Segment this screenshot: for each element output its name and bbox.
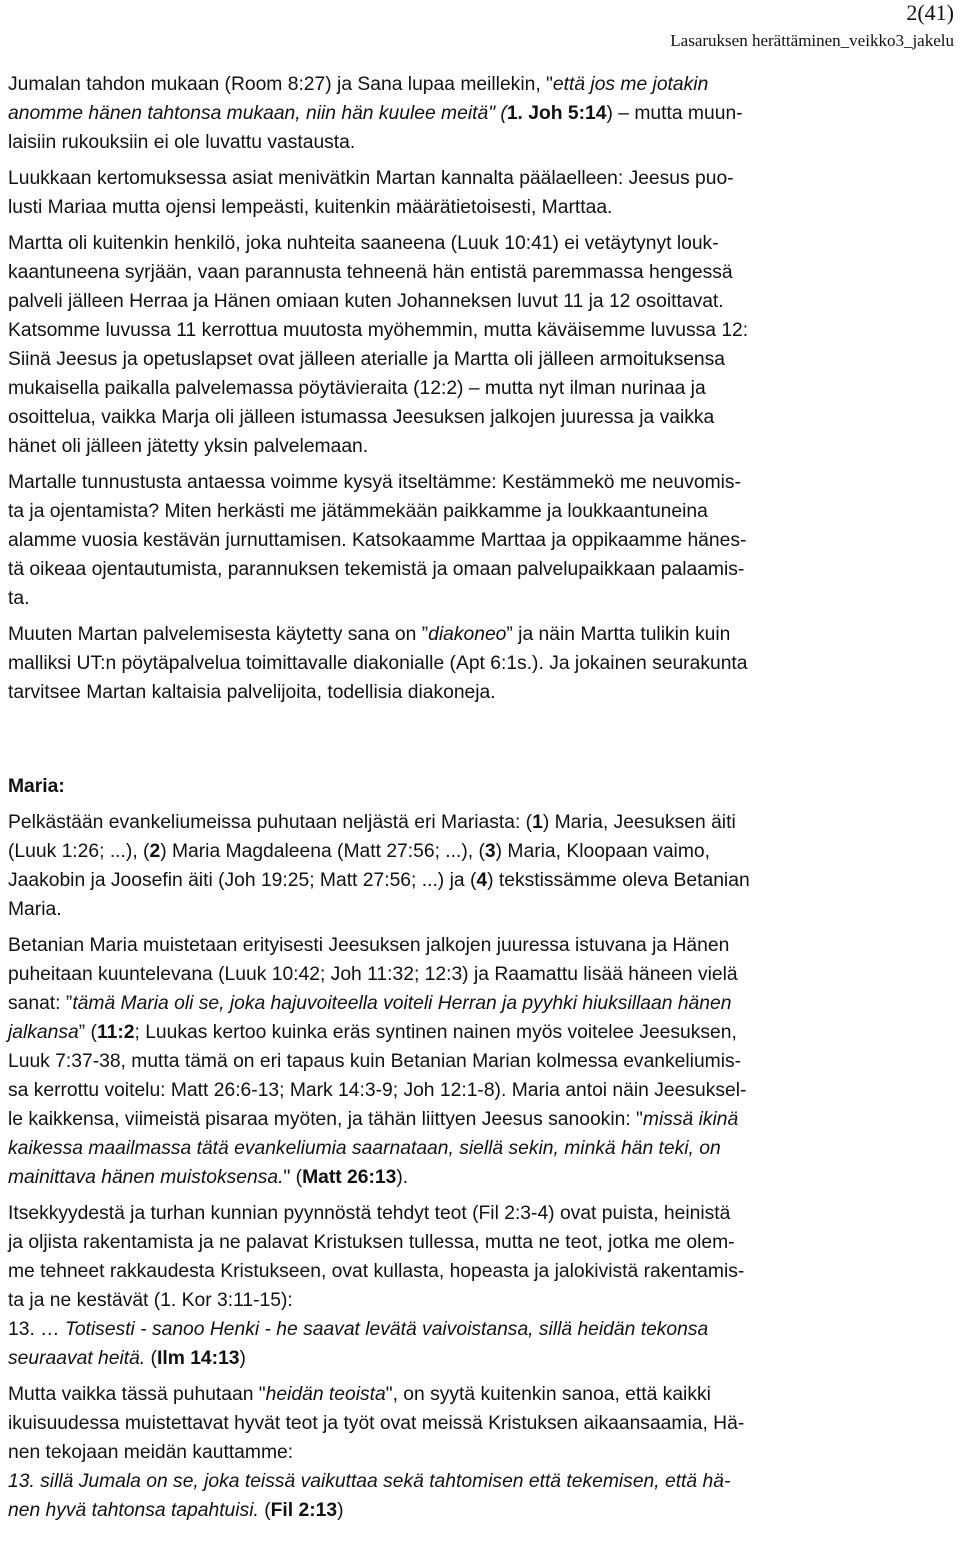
text-line: Mutta vaikka tässä puhutaan "heidän teoista", on syytä kuitenkin sanoa, että kaikki (8, 1384, 711, 1405)
text-line: ikuisuudessa muistettavat hyvät teot ja työt ovat meissä Kristuksen aikaansaamia, Hä- (8, 1413, 745, 1434)
text-line: lusti Mariaa mutta ojensi lempeästi, kuitenkin määrätietoisesti, Marttaa. (8, 197, 613, 218)
document-body (8, 70, 954, 1525)
text-line: palveli jälleen Herraa ja Hänen omiaan kuten Johanneksen luvut 11 ja 12 osoittavat. (8, 291, 724, 312)
paragraph (8, 468, 954, 613)
text-line: osoittelua, vaikka Marja oli jälleen istumassa Jeesuksen jalkojen juuressa ja vaikka (8, 407, 715, 428)
page-number: 2(41) (906, 0, 954, 25)
text-line: Siinä Jeesus ja opetuslapset ovat jälleen aterialle ja Martta oli jälleen armoituksensa (8, 349, 726, 370)
text-line: tarvitsee Martan kaltaisia palvelijoita, todellisia diakoneja. (8, 682, 496, 703)
text-line: Katsomme luvussa 11 kerrottua muutosta myöhemmin, mutta käväisemme luvussa 12: (8, 320, 749, 341)
text-line: kaantuneena syrjään, vaan parannusta tehneenä hän entistä paremmassa hengessä (8, 262, 733, 283)
paragraph (8, 808, 954, 924)
paragraph (8, 931, 954, 1192)
text-line: anomme hänen tahtonsa mukaan, niin hän kuulee meitä" (1. Joh 5:14) – mutta muun- (8, 103, 743, 124)
section-heading: Maria: (8, 776, 65, 797)
text-line: me tehneet rakkaudesta Kristukseen, ovat kullasta, hopeasta ja jalokivistä rakentamis- (8, 1261, 745, 1282)
text-line: jalkansa” (11:2; Luukas kertoo kuinka eräs syntinen nainen myös voitelee Jeesuksen, (8, 1022, 737, 1043)
paragraph (8, 229, 954, 461)
quote-line: nen hyvä tahtonsa tapahtuisi. (Fil 2:13) (8, 1500, 344, 1521)
text-line: malliksi UT:n pöytäpalvelua toimittavalle diakonialle (Apt 6:1s.). Ja jokainen seurakunta (8, 653, 748, 674)
text-line: (Luuk 1:26; ...), (2) Maria Magdaleena (Matt 27:56; ...), (3) Maria, Kloopaan vaimo, (8, 841, 710, 862)
text-line: Betanian Maria muistetaan erityisesti Jeesuksen jalkojen juuressa istuvana ja Hänen (8, 935, 730, 956)
text-line: kaikessa maailmassa tätä evankeliumia saarnataan, siellä sekin, minkä hän teki, on (8, 1138, 721, 1159)
text-line: ta ja ne kestävät (1. Kor 3:11-15): (8, 1290, 293, 1311)
paragraph (8, 164, 954, 222)
text-line: tä oikeaa ojentautumista, parannuksen tekemistä ja omaan palvelupaikkaan palaamis- (8, 559, 745, 580)
quote-line: 13. … Totisesti - sanoo Henki - he saavat levätä vaivoistansa, sillä heidän tekonsa (8, 1319, 709, 1340)
text-line: nen tekojaan meidän kauttamme: (8, 1442, 294, 1463)
text-line: sanat: ”tämä Maria oli se, joka hajuvoiteella voiteli Herran ja pyyhki hiuksillaan hänen (8, 993, 732, 1014)
paragraph (8, 1199, 954, 1373)
document-file-name: Lasaruksen herättäminen_veikko3_jakelu (670, 31, 954, 50)
text-line: hänet oli jälleen jätetty yksin palvelemaan. (8, 436, 369, 457)
text-line: Martta oli kuitenkin henkilö, joka nuhteita saaneena (Luuk 10:41) ei vetäytynyt louk- (8, 233, 719, 254)
text-line: mukaisella paikalla palvelemassa pöytävieraita (12:2) – mutta nyt ilman nurinaa ja (8, 378, 706, 399)
quote-line: seuraavat heitä. (Ilm 14:13) (8, 1348, 246, 1369)
text-line: laisiin rukouksiin ei ole luvattu vastausta. (8, 132, 356, 153)
text-line: Luukkaan kertomuksessa asiat menivätkin Martan kannalta päälaelleen: Jeesus puo- (8, 168, 734, 189)
text-line: Itsekkyydestä ja turhan kunnian pyynnöstä tehdyt teot (Fil 2:3-4) ovat puista, heinistä (8, 1203, 731, 1224)
text-line: mainittava hänen muistoksensa." (Matt 26:13). (8, 1167, 409, 1188)
text-line: le kaikkensa, viimeistä pisaraa myöten, ja tähän liittyen Jeesus sanookin: "missä ikinä (8, 1109, 739, 1130)
text-line: Maria. (8, 899, 62, 920)
text-line: Luuk 7:37-38, mutta tämä on eri tapaus kuin Betanian Marian kolmessa evankeliumis- (8, 1051, 742, 1072)
text-line: alamme vuosia kestävän jurnuttamisen. Katsokaamme Marttaa ja oppikaamme hänes- (8, 530, 747, 551)
text-line: Pelkästään evankeliumeissa puhutaan neljästä eri Mariasta: (1) Maria, Jeesuksen äiti (8, 812, 736, 833)
paragraph (8, 620, 954, 707)
paragraph (8, 70, 954, 157)
text-line: Muuten Martan palvelemisesta käytetty sana on ”diakoneo” ja näin Martta tulikin kuin (8, 624, 731, 645)
text-line: sa kerrottu voitelu: Matt 26:6-13; Mark 14:3-9; Joh 12:1-8). Maria antoi näin Jeesuksel- (8, 1080, 747, 1101)
text-line: ja oljista rakentamista ja ne palavat Kristuksen tullessa, mutta ne teot, jotka me olem- (8, 1232, 735, 1253)
text-line: Jumalan tahdon mukaan (Room 8:27) ja Sana lupaa meillekin, "että jos me jotakin (8, 74, 709, 95)
paragraph (8, 1380, 954, 1525)
text-line: Martalle tunnustusta antaessa voimme kysyä itseltämme: Kestämmekö me neuvomis- (8, 472, 741, 493)
text-line: puheitaan kuuntelevana (Luuk 10:42; Joh 11:32; 12:3) ja Raamattu lisää häneen vielä (8, 964, 738, 985)
quote-line: 13. sillä Jumala on se, joka teissä vaikuttaa sekä tahtomisen että tekemisen, että hä- (8, 1471, 731, 1492)
text-line: Jaakobin ja Joosefin äiti (Joh 19:25; Matt 27:56; ...) ja (4) tekstissämme oleva Betanian (8, 870, 750, 891)
text-line: ta ja ojentamista? Miten herkästi me jätämmekään paikkamme ja loukkaantuneina (8, 501, 708, 522)
text-line: ta. (8, 588, 30, 609)
